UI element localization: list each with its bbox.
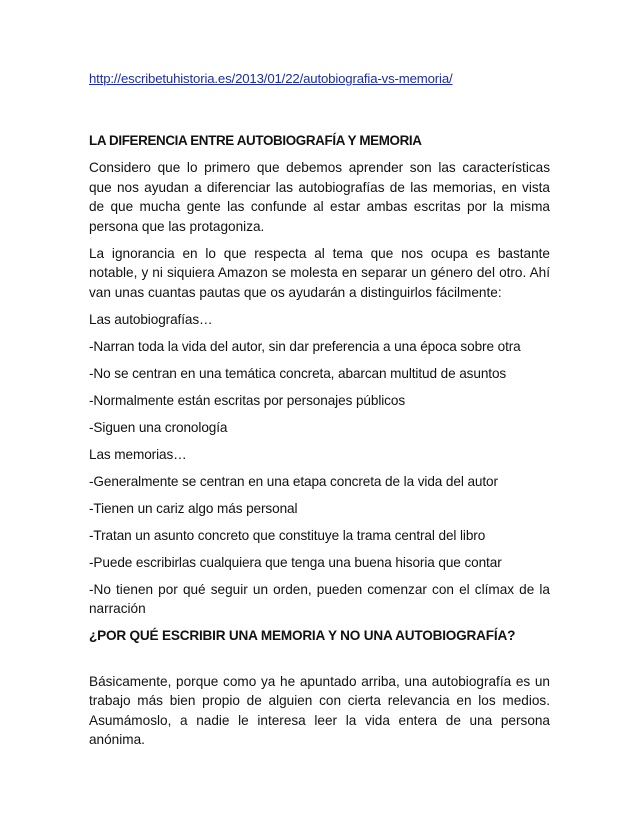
document-body	[89, 131, 550, 757]
list-item: -Narran toda la vida del autor, sin dar preferencia a una época sobre otra	[89, 338, 521, 354]
section-heading-why-memoir: ¿POR QUÉ ESCRIBIR UNA MEMORIA Y NO UNA AUTOBIOGRAFÍA?	[89, 628, 516, 643]
paragraph-basically: Básicamente, porque como ya he apuntado arriba, una autobiografía es un trabajo más bien propio de alguien con cierta relevancia en los medios. Asumámoslo, a nadie le interesa leer la vida entera de una persona anónima.	[89, 673, 550, 747]
list-item: -Generalmente se centran en una etapa concreta de la vida del autor	[89, 473, 498, 489]
paragraph-intro: Considero que lo primero que debemos aprender son las características que nos ayudan a diferenciar las autobiografías de las memorias, en vista de que mucha gente las confunde al estar ambas escritas por la misma persona que las protagoniza.	[89, 160, 550, 234]
list-item: -Puede escribirlas cualquiera que tenga una buena hisoria que contar	[89, 554, 502, 570]
section-heading-difference: LA DIFERENCIA ENTRE AUTOBIOGRAFÍA Y MEMORIA	[89, 133, 422, 148]
memoirs-label: Las memorias…	[89, 446, 187, 462]
list-item: -No se centran en una temática concreta, abarcan multitud de asuntos	[89, 365, 507, 381]
autobiographies-label: Las autobiografías…	[89, 311, 213, 327]
list-item: -No tienen por qué seguir un orden, pueden comenzar con el clímax de la narración	[89, 581, 550, 616]
list-item: -Tienen un cariz algo más personal	[89, 500, 298, 516]
list-item: -Siguen una cronología	[89, 419, 228, 435]
paragraph-ignorance: La ignorancia en lo que respecta al tema que nos ocupa es bastante notable, y ni siquiera Amazon se molesta en separar un género del otro. Ahí van unas cuantas pautas que os ayudarán a distinguirlos fácilmente:	[89, 245, 550, 300]
source-link[interactable]: http://escribetuhistoria.es/2013/01/22/autobiografia-vs-memoria/	[89, 71, 453, 86]
list-item: -Normalmente están escritas por personajes públicos	[89, 392, 406, 408]
list-item: -Tratan un asunto concreto que constituye la trama central del libro	[89, 527, 486, 543]
